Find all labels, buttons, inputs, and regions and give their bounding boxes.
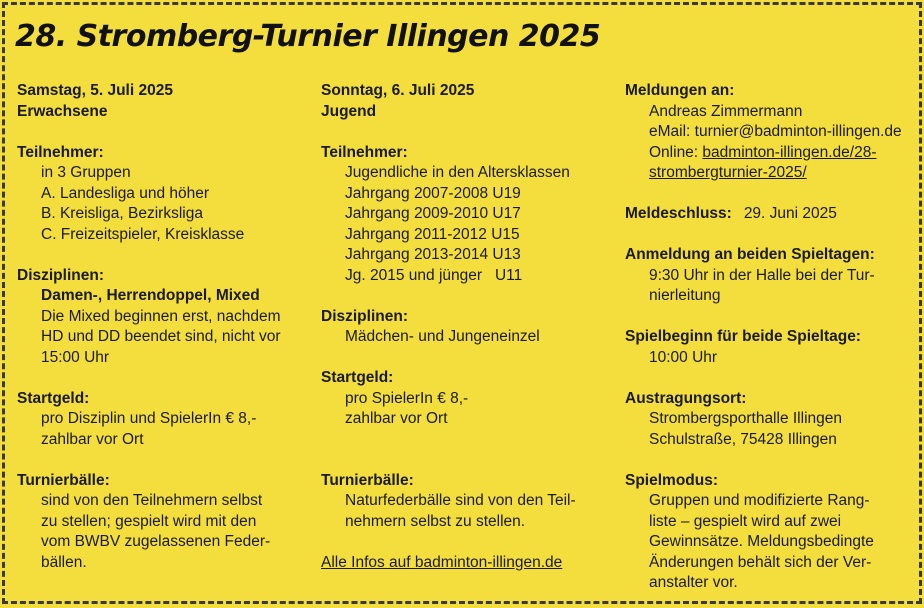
- registration-name: Andreas Zimmermann: [649, 102, 803, 120]
- venue-line: Schulstraße, 75428 Illingen: [649, 430, 837, 448]
- checkin-line: nierleitung: [649, 287, 721, 304]
- participants-line: A. Landesliga und höher: [41, 184, 210, 202]
- disciplines-main: Damen-, Herrendoppel, Mixed: [41, 287, 260, 304]
- participants-line: Jg. 2015 und jünger U11: [345, 266, 523, 284]
- balls-line: zu stellen; gespielt wird mit den: [41, 512, 257, 530]
- disciplines-note: 15:00 Uhr: [41, 348, 110, 366]
- info-link[interactable]: Alle Infos auf badminton-illingen.de: [321, 553, 563, 571]
- deadline-row: [625, 204, 921, 225]
- fee-label: Startgeld:: [321, 369, 394, 386]
- participants-line: Jahrgang 2013-2014 U13: [345, 246, 521, 263]
- group-heading: Erwachsene: [17, 102, 108, 120]
- day-heading: Sonntag, 6. Juli 2025: [321, 82, 475, 99]
- balls-line: nehmern selbst zu stellen.: [345, 512, 526, 530]
- disciplines-note: HD und DD beendet sind, nicht vor: [41, 328, 281, 345]
- balls-label: Turnierbälle:: [17, 471, 110, 489]
- participants-label: Teilnehmer:: [321, 143, 408, 161]
- balls-line: Naturfederbälle sind von den Teil-: [345, 492, 576, 509]
- balls-line: sind von den Teilnehmern selbst: [41, 492, 263, 509]
- mode-line: Gewinnsätze. Meldungsbedingte: [649, 533, 874, 550]
- fee-line: zahlbar vor Ort: [41, 430, 144, 448]
- registration-label: Meldungen an:: [625, 82, 735, 99]
- disciplines-label: Disziplinen:: [17, 266, 104, 284]
- page-title: 28. Stromberg-Turnier Illingen 2025: [15, 19, 601, 54]
- start-time: 10:00 Uhr: [649, 348, 718, 366]
- mode-label: Spielmodus:: [625, 471, 719, 489]
- venue-line: Strombergsporthalle Illingen: [649, 410, 842, 427]
- balls-label: Turnierbälle:: [321, 471, 414, 489]
- day-heading: Samstag, 5. Juli 2025: [17, 82, 173, 99]
- online-link[interactable]: badminton-illingen.de/28-: [702, 143, 877, 161]
- deadline-value: 29. Juni 2025: [743, 205, 837, 222]
- registration-email: eMail: turnier@badminton-illingen.de: [649, 123, 902, 140]
- fee-line: pro Disziplin und SpielerIn € 8,-: [41, 410, 257, 427]
- fee-label: Startgeld:: [17, 389, 90, 407]
- mode-line: anstalter vor.: [649, 574, 738, 591]
- balls-line: bällen.: [41, 553, 87, 571]
- participants-line: C. Freizeitspieler, Kreisklasse: [41, 225, 245, 243]
- mode-line: liste – gespielt wird auf zwei: [649, 512, 842, 530]
- online-prefix: Online:: [649, 143, 703, 161]
- start-label: Spielbeginn für beide Spieltage:: [625, 328, 861, 345]
- column-sunday: [321, 81, 611, 573]
- balls-line: vom BWBV zugelassenen Feder-: [41, 533, 271, 550]
- participants-line: Jugendliche in den Altersklassen: [345, 164, 570, 181]
- participants-line: Jahrgang 2009-2010 U17: [345, 205, 521, 222]
- column-saturday: [17, 81, 307, 573]
- disciplines-note: Die Mixed beginnen erst, nachdem: [41, 307, 281, 325]
- mode-line: Gruppen und modifizierte Rang-: [649, 492, 870, 509]
- group-heading: Jugend: [321, 102, 377, 120]
- registration-online: [625, 143, 921, 164]
- mode-line: Änderungen behält sich der Ver-: [649, 553, 872, 571]
- fee-line: pro SpielerIn € 8,-: [345, 389, 469, 407]
- fee-line: zahlbar vor Ort: [345, 410, 448, 427]
- disciplines-main: Mädchen- und Jungeneinzel: [345, 328, 540, 345]
- column-registration: [625, 81, 921, 594]
- online-link[interactable]: strombergturnier-2025/: [649, 164, 807, 181]
- participants-label: Teilnehmer:: [17, 143, 104, 161]
- checkin-label: Anmeldung an beiden Spieltagen:: [625, 246, 875, 263]
- deadline-label: Meldeschluss:: [625, 205, 732, 222]
- participants-line: in 3 Gruppen: [41, 164, 131, 181]
- participants-line: Jahrgang 2011-2012 U15: [345, 225, 520, 243]
- checkin-line: 9:30 Uhr in der Halle bei der Tur-: [649, 266, 875, 284]
- participants-line: B. Kreisliga, Bezirksliga: [41, 205, 203, 222]
- tournament-flyer: [2, 2, 922, 604]
- disciplines-label: Disziplinen:: [321, 307, 408, 325]
- participants-line: Jahrgang 2007-2008 U19: [345, 184, 521, 202]
- venue-label: Austragungsort:: [625, 389, 747, 407]
